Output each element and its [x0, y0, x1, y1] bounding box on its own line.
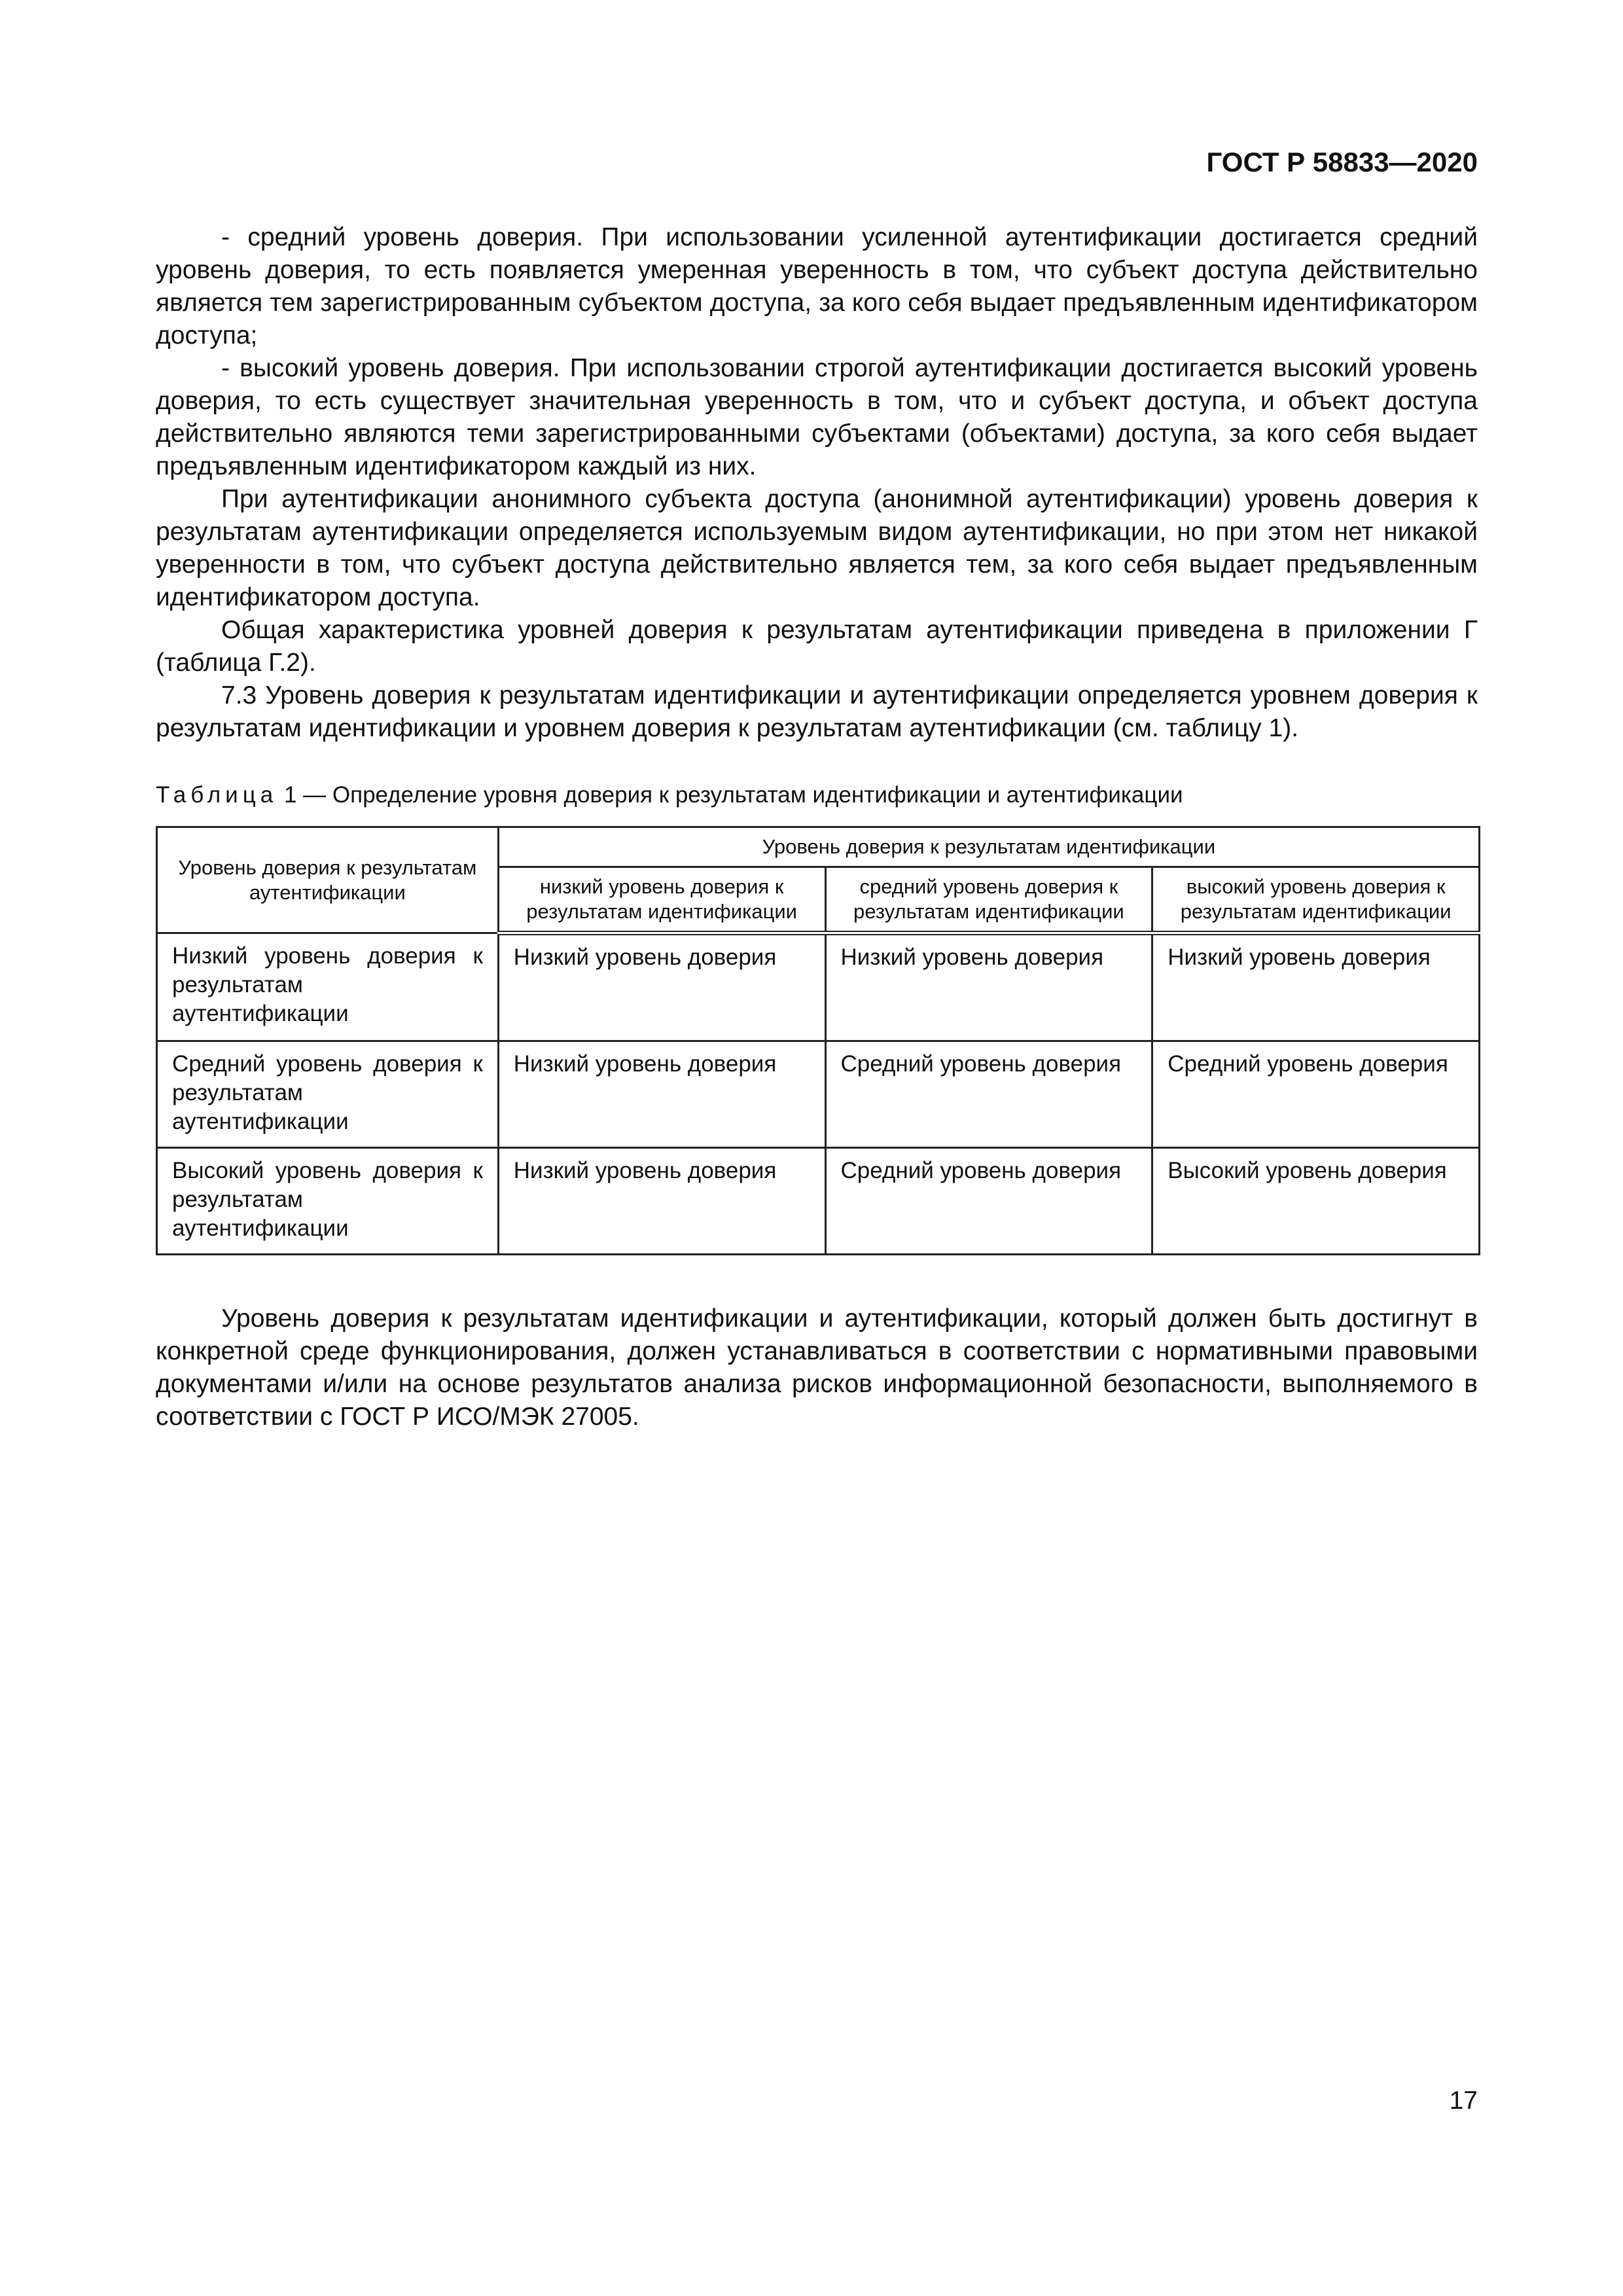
table-cell: Высокий уровень доверия — [1152, 1148, 1480, 1255]
table-cell: Средний уровень доверия — [1152, 1041, 1480, 1148]
table-caption-number: 1 — [283, 782, 297, 808]
column-header-cell: средний уровень доверия к результатам идентификации — [825, 867, 1152, 933]
table-cell: Низкий уровень доверия — [498, 1041, 825, 1148]
table-cell: Средний уровень доверия — [825, 1148, 1152, 1255]
table-cell: Низкий уровень доверия — [825, 933, 1152, 1041]
row-header-cell: Уровень доверия к результатам аутентификации — [157, 827, 499, 933]
page-number: 17 — [1449, 2087, 1478, 2115]
row-label-cell: Низкий уровень доверия к результатам аутентификации — [157, 933, 499, 1041]
table-cell: Низкий уровень доверия — [498, 933, 825, 1041]
table-cell: Низкий уровень доверия — [1152, 933, 1480, 1041]
table-cell: Средний уровень доверия — [825, 1041, 1152, 1148]
row-label-cell: Средний уровень доверия к результатам аутентификации — [157, 1041, 499, 1148]
column-header-cell: высокий уровень доверия к результатам идентификации — [1152, 867, 1480, 933]
closing-text — [156, 1302, 1478, 1433]
trust-level-table — [156, 826, 1480, 1255]
paragraph: - высокий уровень доверия. При использовании строгой аутентификации достигается высокий уровень доверия, то есть существует значительная уверенность в том, что и субъект доступа, и объект доступа действительно являются теми зарегистрированными субъектами (объектами) доступа, за кого себя выдает предъявленным идентификатором каждый из них. — [156, 354, 1478, 480]
paragraph: При аутентификации анонимного субъекта доступа (анонимной аутентификации) уровень доверия к результатам аутентификации определяется используемым видом аутентификации, но при этом нет никакой уверенности в том, что субъект доступа действительно является тем, за кого себя выдает предъявленным идентификатором доступа. — [156, 485, 1478, 611]
table-row — [157, 933, 1480, 1041]
table-row — [157, 1148, 1480, 1255]
table-row — [157, 1041, 1480, 1148]
paragraph: 7.3 Уровень доверия к результатам идентификации и аутентификации определяется уровнем доверия к результатам идентификации и уровнем доверия к результатам аутентификации (см. таблицу 1). — [156, 681, 1478, 742]
column-header-cell: низкий уровень доверия к результатам идентификации — [498, 867, 825, 933]
document-number: ГОСТ Р 58833—2020 — [1206, 147, 1478, 177]
table-cell: Низкий уровень доверия — [498, 1148, 825, 1255]
table-caption-text: — Определение уровня доверия к результатам идентификации и аутентификации — [303, 782, 1183, 808]
row-label-cell: Высокий уровень доверия к результатам аутентификации — [157, 1148, 499, 1255]
body-text — [156, 221, 1478, 745]
group-header-cell: Уровень доверия к результатам идентификации — [498, 827, 1479, 867]
paragraph: - средний уровень доверия. При использовании усиленной аутентификации достигается средний уровень доверия, то есть появляется умеренная уверенность в том, что субъект доступа действительно является тем зарегистрированным субъектом доступа, за кого себя выдает предъявленным идентификатором доступа; — [156, 223, 1478, 350]
paragraph: Общая характеристика уровней доверия к результатам аутентификации приведена в приложении Г (таблица Г.2). — [156, 616, 1478, 677]
paragraph: Уровень доверия к результатам идентификации и аутентификации, который должен быть достигнут в конкретной среде функционирования, должен устанавливаться в соответствии с нормативными правовыми документами и/или на основе результатов анализа рисков информационной безопасности, выполняемого в соответствии с ГОСТ Р ИСО/МЭК 27005. — [156, 1304, 1478, 1431]
table-caption-label: Таблица — [156, 782, 278, 808]
table-caption — [156, 782, 1183, 808]
